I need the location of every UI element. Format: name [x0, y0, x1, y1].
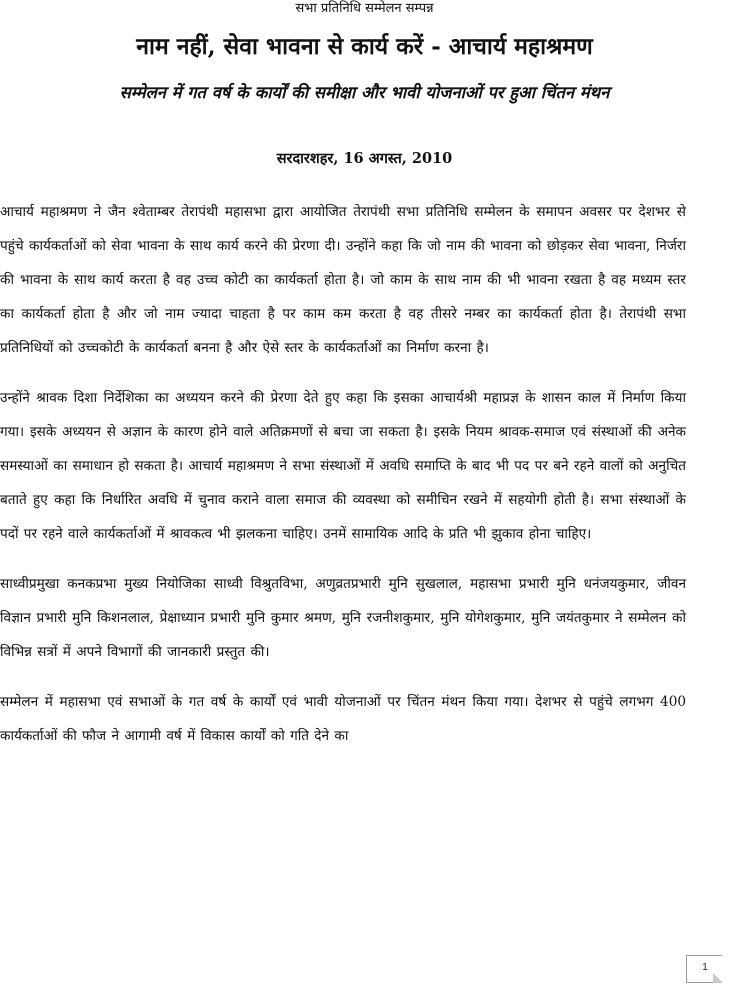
paragraph-1: आचार्य महाश्रमण ने जैन श्वेताम्बर तेरापंथी महासभा द्वारा आयोजित तेरापंथी सभा प्रतिनिधि सम्मेलन के समापन अवसर पर देशभर से पहुंचे कार्यकर्ताओं को सेवा भावना के साथ कार्य करने की प्रेरणा दी। उन्होंने कहा कि जो नाम की भावना को छोड़कर सेवा भावना, निर्जरा की भावना के साथ कार्य करता है वह उच्च कोटी का कार्यकर्ता होता है। जो काम के साथ नाम की भी भावना रखता है वह मध्यम स्तर का कार्यकर्ता होता है और जो नाम ज्यादा चाहता है पर काम कम करता है वह तीसरे नम्बर का कार्यकर्ता होता है। तेरापंथी सभा प्रतिनिधियों को उच्चकोटी के कार्यकर्ता बनना है और ऐसे स्तर के कार्यकर्ताओं का निर्माण करना है। — [0, 204, 686, 356]
subheadline: सम्मेलन में गत वर्ष के कार्यों की समीक्षा और भावी योजनाओं पर हुआ चिंतन मंथन — [119, 83, 610, 102]
kicker: सभा प्रतिनिधि सम्मेलन सम्पन्न — [295, 1, 434, 16]
article-body — [0, 195, 686, 769]
paragraph-2: उन्होंने श्रावक दिशा निर्देशिका का अध्ययन करने की प्रेरणा देते हुए कहा कि इसका आचार्यश्री महाप्रज्ञ के शासन काल में निर्माण किया गया। इसके अध्ययन से अज्ञान के कारण होने वाले अतिक्रमणों से बचा जा सकता है। इसके नियम श्रावक-समाज एवं संस्थाओं की अनेक समस्याओं का समाधान हो सकता है। आचार्य महाश्रमण ने सभा संस्थाओं में अवधि समाप्ति के बाद भी पद पर बने रहने वालों को अनुचित बताते हुए कहा कि निर्धारित अवधि में चुनाव कराने वाला समाज की व्यवस्था को समीचिन रखने में सहयोगी होती है। सभा संस्थाओं के पदों पर रहने वाले कार्यकर्ताओं में श्रावकत्व भी झलकना चाहिए। उनमें सामायिक आदि के प्रति भी झुकाव होना चाहिए। — [0, 390, 686, 542]
page-number: 1 — [702, 962, 708, 973]
paragraph-3: साध्वीप्रमुखा कनकप्रभा मुख्य नियोजिका साध्वी विश्रुतविभा, अणुव्रतप्रभारी मुनि सुखलाल, महासभा प्रभारी मुनि धनंजयकुमार, जीवन विज्ञान प्रभारी मुनि किशनलाल, प्रेक्षाध्यान प्रभारी मुनि कुमार श्रमण, मुनि रजनीशकुमार, मुनि योगेशकुमार, मुनि जयंतकुमार ने सम्मेलन को विभिन्न सत्रों में अपने विभागों की जानकारी प्रस्तुत की। — [0, 576, 686, 660]
page-number-box — [686, 955, 722, 983]
dateline: सरदारशहर, 16 अगस्त, 2010 — [276, 150, 453, 167]
headline: नाम नहीं, सेवा भावना से कार्य करें - आचार्य महाश्रमण — [136, 33, 593, 60]
paragraph-4: सम्मेलन में महासभा एवं सभाओं के गत वर्ष के कार्यों एवं भावी योजनाओं पर चिंतन मंथन किया गया। देशभर से पहुंचे लगभग 400 कार्यकर्ताओं की फौज ने आगामी वर्ष में विकास कार्यों को गति देने का — [0, 694, 686, 744]
